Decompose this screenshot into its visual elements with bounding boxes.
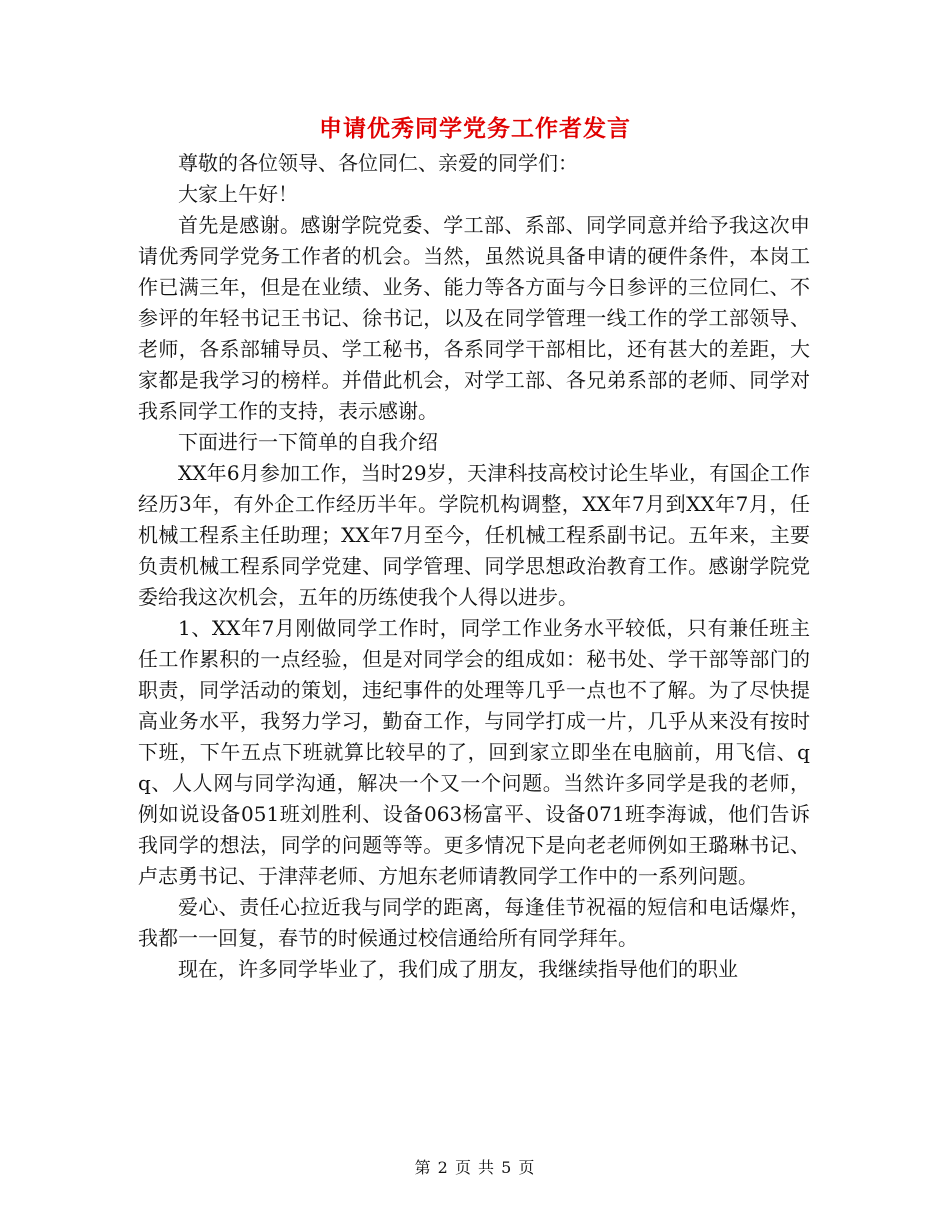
paragraph-graduates: 现在，许多同学毕业了，我们成了朋友，我继续指导他们的职业 bbox=[178, 957, 738, 981]
document-title: 申请优秀同学党务工作者发言 bbox=[319, 115, 631, 142]
document-body bbox=[138, 148, 810, 985]
paragraph-point-1: 1、XX年7月刚做同学工作时，同学工作业务水平较低，只有兼任班主任工作累积的一点经验，但是对同学会的组成如：秘书处、学干部等部门的职责，同学活动的策划，违纪事件的处理等几乎一点也不了解。为了尽快提高业务水平，我努力学习，勤奋工作，与同学打成一片，几乎从来没有按时下班，下午五点下班就算比较早的了，回到家立即坐在电脑前，用飞信、qq、人人网与同学沟通，解决一个又一个问题。当然许多同学是我的老师，例如说设备051班刘胜利、设备063杨富平、设备071班李海诚，他们告诉我同学的想法，同学的问题等等。更多情况下是向老老师例如王璐琳书记、卢志勇书记、于津萍老师、方旭东老师请教同学工作中的一系列问题。 bbox=[138, 616, 810, 888]
greeting: 大家上午好！ bbox=[178, 182, 298, 206]
page-footer: 第 2 页 共 5 页 bbox=[414, 1158, 536, 1177]
paragraph-care: 爱心、责任心拉近我与同学的距离，每逢佳节祝福的短信和电话爆炸，我都一一回复，春节的时候通过校信通给所有同学拜年。 bbox=[138, 895, 810, 950]
paragraph-background: XX年6月参加工作，当时29岁，天津科技高校讨论生毕业，有国企工作经历3年，有外企工作经历半年。学院机构调整，XX年7月到XX年7月，任机械工程系主任助理；XX年7月至今，任机械工程系副书记。五年来，主要负责机械工程系同学党建、同学管理、同学思想政治教育工作。感谢学院党委给我这次机会，五年的历练使我个人得以进步。 bbox=[138, 461, 810, 609]
paragraph-thanks: 首先是感谢。感谢学院党委、学工部、系部、同学同意并给予我这次申请优秀同学党务工作者的机会。当然，虽然说具备申请的硬件条件，本岗工作已满三年，但是在业绩、业务、能力等各方面与今日参评的三位同仁、不参评的年轻书记王书记、徐书记，以及在同学管理一线工作的学工部领导、老师，各系部辅导员、学工秘书，各系同学干部相比，还有甚大的差距，大家都是我学习的榜样。并借此机会，对学工部、各兄弟系部的老师、同学对我系同学工作的支持，表示感谢。 bbox=[138, 213, 810, 423]
paragraph-intro-heading: 下面进行一下简单的自我介绍 bbox=[178, 430, 438, 454]
salutation: 尊敬的各位领导、各位同仁、亲爱的同学们： bbox=[178, 151, 578, 175]
